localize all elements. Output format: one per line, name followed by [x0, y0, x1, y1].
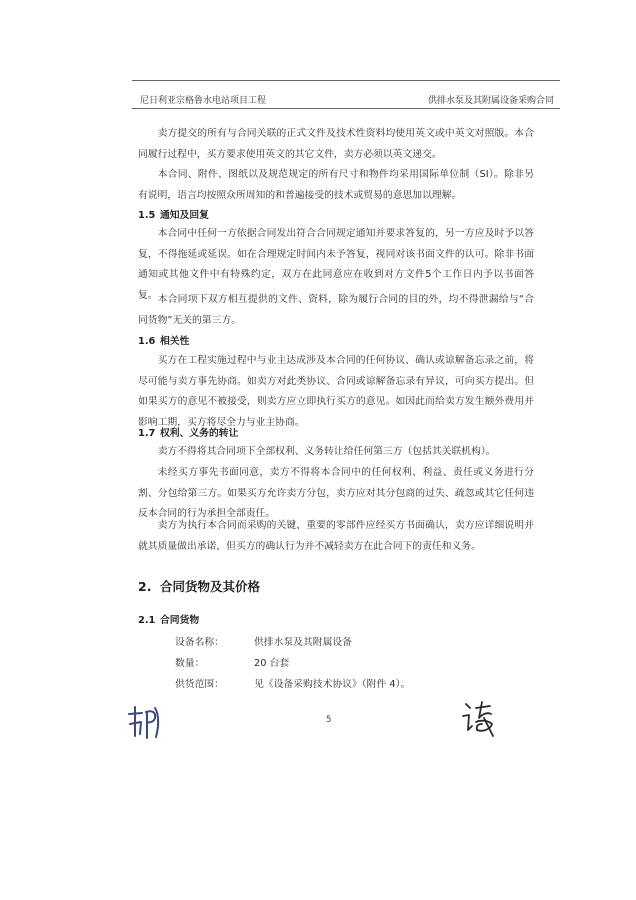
section-title: 合同货物	[160, 615, 200, 626]
paragraph-subcontract: 未经买方事先书面同意，卖方不得将本合同中的任何权利、利益、责任或义务进行分割、分包给第三方。如果买方允许卖方分包，卖方应对其分包商的过失、疏忽或其它任何违反本合同的行为承担全部责任。	[138, 467, 534, 519]
section-1-7-heading	[138, 425, 238, 439]
paragraph-key-parts: 卖方为执行本合同而采购的关键、重要的零部件应经买方书面确认，卖方应详细说明并就其质量做出承诺，但买方的确认行为并不减轻卖方在此合同下的责任和义务。	[138, 520, 534, 552]
section-2-1-heading	[138, 612, 199, 626]
goods-label: 设备名称：	[175, 637, 224, 648]
handwritten-signature-left	[126, 704, 170, 742]
page-number: 5	[326, 715, 332, 725]
header-bottom-rule	[132, 108, 560, 109]
goods-label: 供货范围：	[175, 679, 224, 690]
header-project-title: 尼日利亚宗格鲁水电站项目工程	[140, 96, 267, 106]
chapter-title: 合同货物及其价格	[160, 579, 261, 594]
section-number: 1.6	[138, 336, 156, 347]
handwritten-signature-right	[460, 700, 500, 740]
section-number: 2.1	[138, 615, 156, 626]
goods-value: 供排水泵及其附属设备	[254, 637, 352, 648]
section-title: 通知及回复	[160, 210, 209, 221]
section-number: 1.7	[138, 428, 156, 439]
paragraph-assignment: 卖方不得将其合同项下全部权利、义务转让给任何第三方（包括其关联机构）。	[157, 446, 496, 457]
paragraph-notice: 本合同中任何一方依据合同发出符合合同规定通知并要求答复的，另一方应及时予以答复，不得拖延或延误。如在合理规定时间内未予答复，视同对该书面文件的认可。除非书面通知或其他文件中有特殊约定，双方在此同意应在收到对方文件5个工作日内予以书面答复。	[138, 228, 534, 301]
paragraph-language: 卖方提交的所有与合同关联的正式文件及技术性资料均使用英文或中英文对照版。本合同履行过程中，买方要求使用英文的其它文件，卖方必须以英文递交。	[138, 128, 534, 160]
paragraph-relevance: 买方在工程实施过程中与业主达成涉及本合同的任何协议、确认或谅解备忘录之前，将尽可能与卖方事先协商。如卖方对此类协议、合同或谅解备忘录有异议，可向买方提出。但如果买方的意见不被接受，则卖方应立即执行买方的意见。如因此而给卖方发生额外费用并影响工期，买方将尽全力与业主协商。	[138, 355, 534, 428]
chapter-number: 2.	[138, 579, 152, 594]
goods-value: 见《设备采购技术协议》（附件 4）。	[254, 679, 411, 690]
goods-label: 数量：	[175, 658, 205, 669]
goods-value: 20 台套	[254, 658, 290, 669]
header-top-rule	[132, 80, 560, 81]
paragraph-units: 本合同、附件、图纸以及规范规定的所有尺寸和物件均采用国际单位制（SI）。除非另有说明，语言均按照众所周知的和普遍接受的技术或贸易的意思加以理解。	[138, 169, 534, 201]
section-title: 相关性	[160, 336, 190, 347]
section-1-6-heading	[138, 333, 189, 347]
header-contract-title: 供排水泵及其附属设备采购合同	[427, 96, 554, 106]
section-title: 权利、义务的转让	[160, 428, 239, 439]
paragraph-confidentiality: 本合同项下双方相互提供的文件、资料，除为履行合同的目的外，均不得泄漏给与“合同货物”无关的第三方。	[138, 294, 534, 326]
section-1-5-heading	[138, 207, 209, 221]
section-number: 1.5	[138, 210, 156, 221]
chapter-2-heading	[138, 577, 260, 595]
